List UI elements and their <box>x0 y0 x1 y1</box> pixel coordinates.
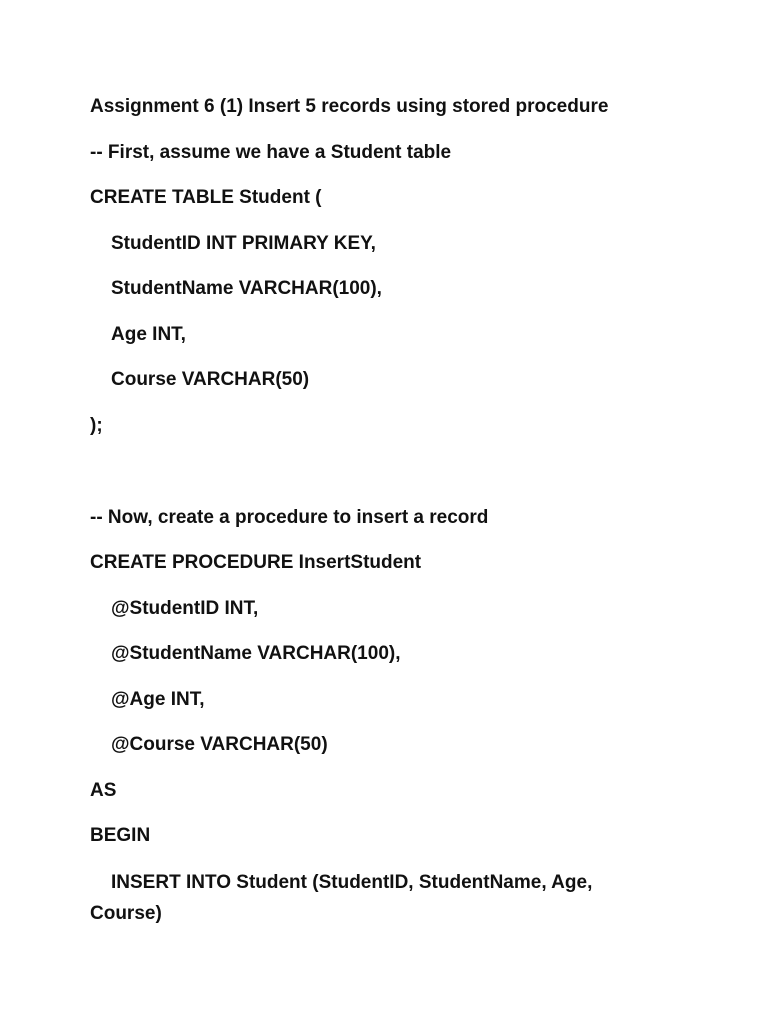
code-line: StudentID INT PRIMARY KEY, <box>111 233 376 254</box>
code-line: Age INT, <box>111 324 186 345</box>
code-line: StudentName VARCHAR(100), <box>111 278 382 299</box>
code-line: INSERT INTO Student (StudentID, StudentName, Age, <box>111 872 593 893</box>
code-line: AS <box>90 780 117 801</box>
code-line: CREATE PROCEDURE InsertStudent <box>90 552 422 573</box>
code-line: ); <box>90 415 103 436</box>
code-line: @StudentID INT, <box>111 598 259 619</box>
code-line: BEGIN <box>90 825 151 846</box>
comment-line: -- Now, create a procedure to insert a record <box>90 507 489 528</box>
code-line: @Age INT, <box>111 689 205 710</box>
code-line-continuation: Course) <box>90 903 162 924</box>
assignment-heading: Assignment 6 (1) Insert 5 records using stored procedure <box>90 96 609 117</box>
code-line: @StudentName VARCHAR(100), <box>111 643 401 664</box>
code-line: @Course VARCHAR(50) <box>111 734 328 755</box>
code-line: Course VARCHAR(50) <box>111 369 310 390</box>
code-line: CREATE TABLE Student ( <box>90 187 322 208</box>
comment-line: -- First, assume we have a Student table <box>90 142 452 163</box>
